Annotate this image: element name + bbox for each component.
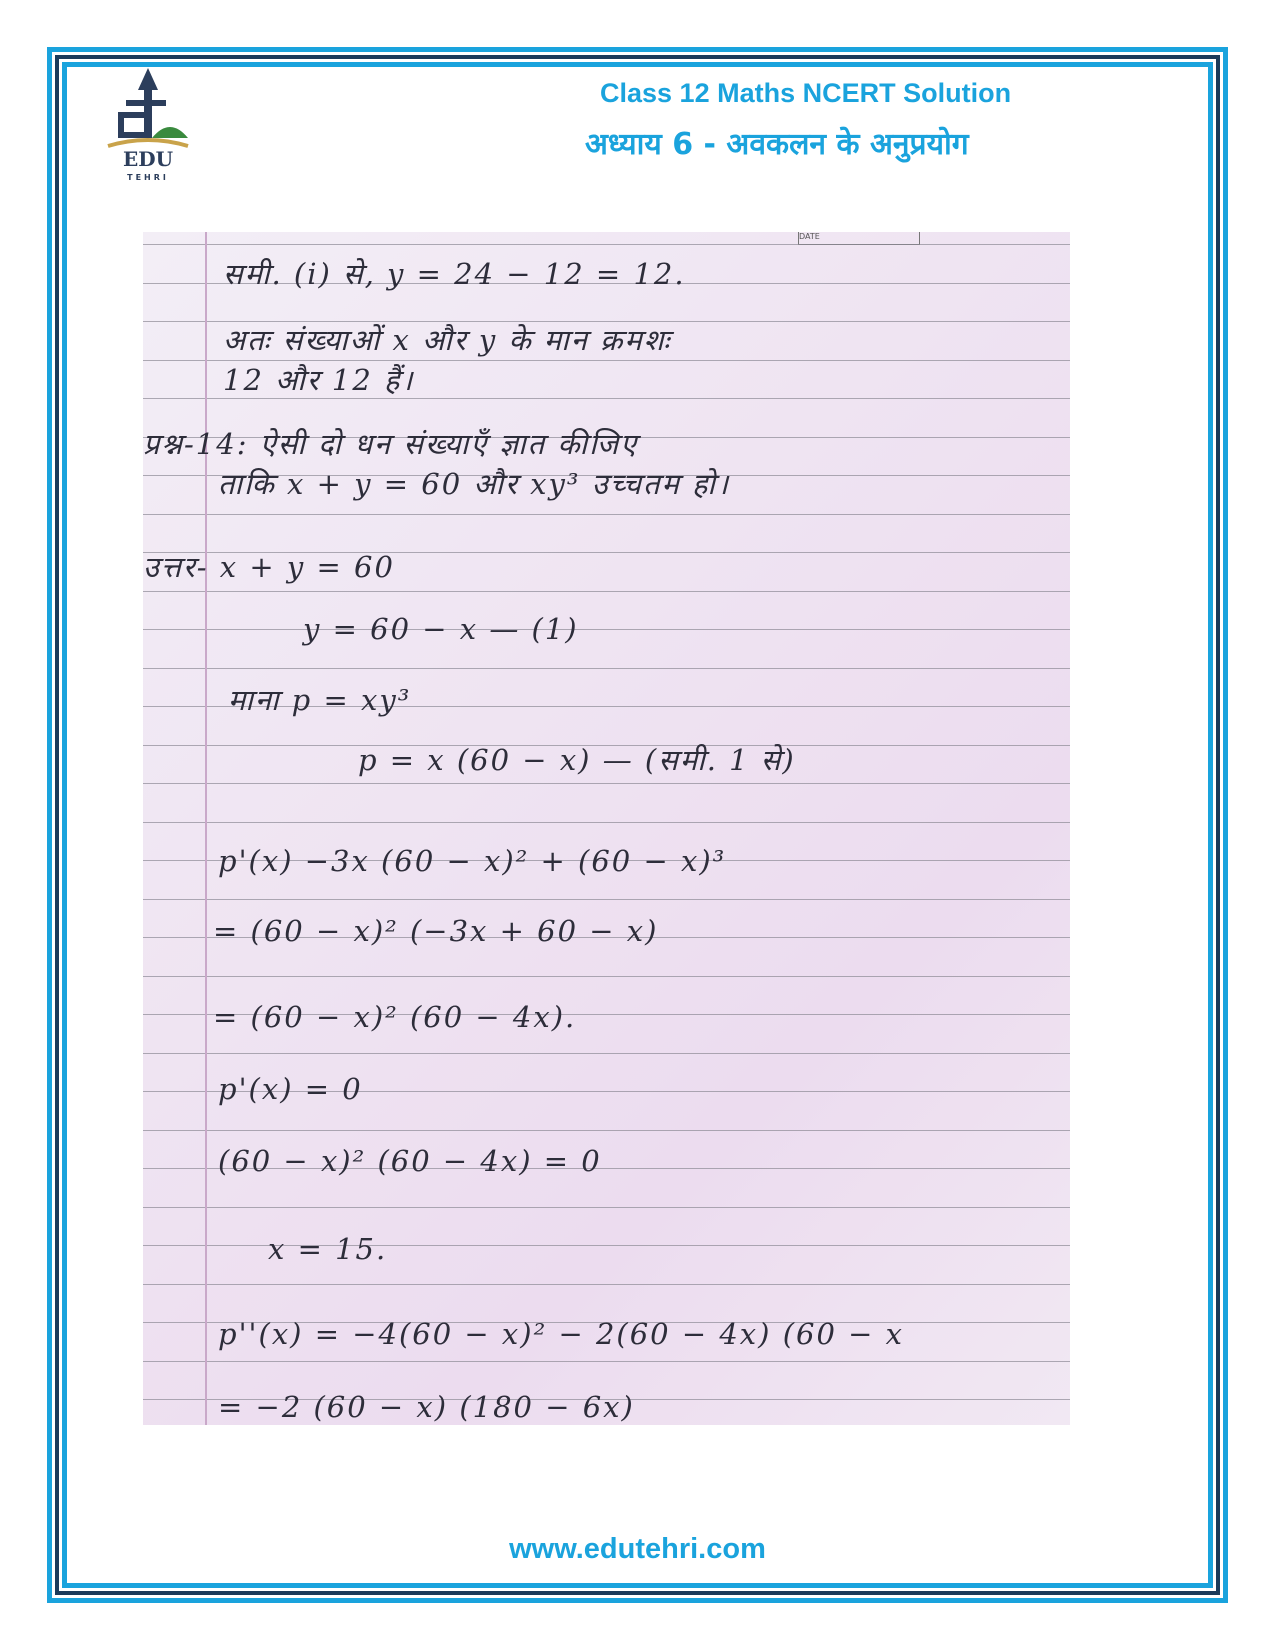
svg-text:EDU: EDU (122, 147, 174, 171)
handwritten-line: y = 60 − x — (1) (303, 612, 579, 646)
ruled-line (143, 1361, 1070, 1362)
handwritten-line: = (60 − x)² (−3x + 60 − x) (213, 914, 659, 948)
handwritten-line: (60 − x)² (60 − 4x) = 0 (218, 1144, 602, 1178)
handwritten-line: = −2 (60 − x) (180 − 6x) (218, 1390, 635, 1424)
handwritten-line: p'(x) = 0 (218, 1072, 363, 1106)
ruled-line (143, 1053, 1070, 1054)
handwritten-line: समी. (i) से, y = 24 − 12 = 12. (223, 257, 686, 291)
handwritten-line: p'(x) −3x (60 − x)² + (60 − x)³ (218, 844, 727, 878)
ruled-line (143, 629, 1070, 630)
page-title: Class 12 Maths NCERT Solution (600, 78, 1012, 108)
date-label: DATE (799, 232, 820, 241)
svg-text:TEHRI: TEHRI (127, 173, 169, 182)
ruled-line (143, 514, 1070, 515)
handwritten-line: अतः संख्याओं x और y के मान क्रमशः (223, 323, 672, 357)
handwritten-line: प्रश्न-14: ऐसी दो धन संख्याएँ ज्ञात कीजिए (143, 427, 639, 461)
handwritten-line: = (60 − x)² (60 − 4x). (213, 1000, 577, 1034)
ruled-line (143, 244, 1070, 245)
handwritten-line: p = x (60 − x) — (समी. 1 से) (358, 743, 796, 777)
handwritten-line: ताकि x + y = 60 और xy³ उच्चतम हो। (218, 467, 730, 501)
ruled-line (143, 591, 1070, 592)
edutehri-logo (100, 68, 195, 188)
ruled-line (143, 1130, 1070, 1131)
website-url: www.edutehri.com (509, 1533, 766, 1565)
ruled-line (143, 822, 1070, 823)
notebook-page-photo (143, 232, 1070, 1425)
ruled-line (143, 1284, 1070, 1285)
margin-line (205, 232, 207, 1425)
ruled-line (143, 899, 1070, 900)
handwritten-line: p''(x) = −4(60 − x)² − 2(60 − 4x) (60 − x (218, 1317, 905, 1351)
ruled-line (143, 976, 1070, 977)
handwritten-line: 12 और 12 हैं। (223, 363, 415, 397)
chapter-title: अध्याय 6 - अवकलन के अनुप्रयोग (585, 127, 969, 162)
handwritten-line: x = 15. (268, 1232, 388, 1266)
ruled-line (143, 668, 1070, 669)
handwritten-line: उत्तर- x + y = 60 (143, 550, 395, 584)
handwritten-line: माना p = xy³ (228, 683, 412, 717)
ruled-line (143, 1207, 1070, 1208)
ruled-line (143, 783, 1070, 784)
